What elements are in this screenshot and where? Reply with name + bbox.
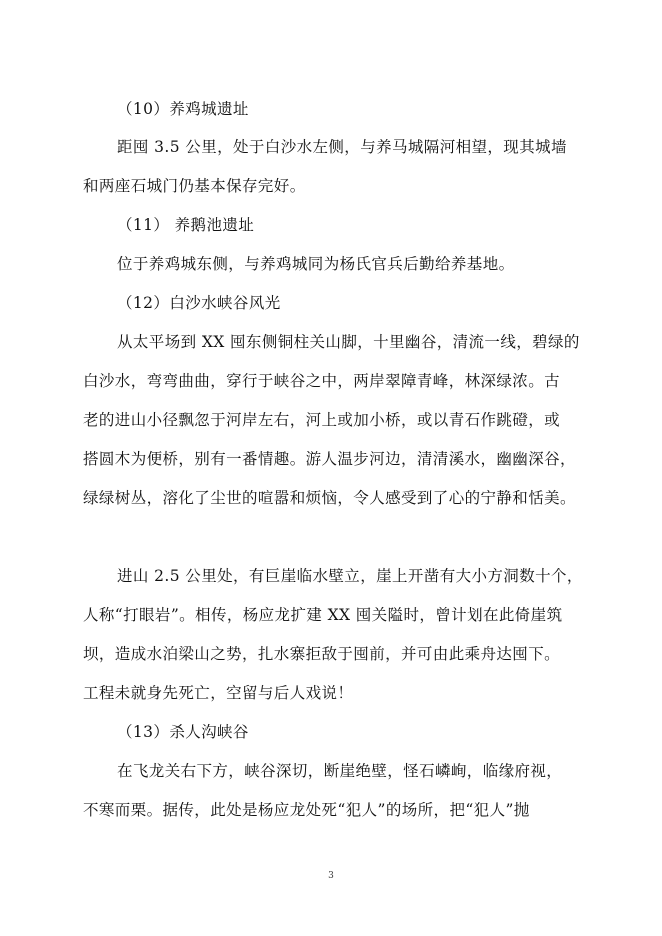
paragraph-line: 绿绿树丛，溶化了尘世的喧嚣和烦恼，令人感受到了心的宁静和恬美。: [83, 489, 576, 507]
paragraph-line: 人称“打眼岩”。相传，杨应龙扩建 XX 囤关隘时，曾计划在此倚崖筑: [83, 606, 563, 624]
section-heading: （11） 养鹅池遗址: [117, 216, 255, 234]
paragraph-line: 不寒而栗。据传，此处是杨应龙处死“犯人”的场所，把“犯人”抛: [83, 801, 530, 819]
paragraph-line: 工程未就身先死亡，空留与后人戏说！: [83, 684, 354, 702]
paragraph-line: 在飞龙关右下方，峡谷深切，断崖绝壁，怪石嶙峋，临缘府视，: [117, 762, 563, 780]
paragraph-line: 和两座石城门仍基本保存完好。: [83, 177, 306, 195]
section-heading: （13）杀人沟峡谷: [117, 723, 249, 741]
paragraph-line: 位于养鸡城东侧，与养鸡城同为杨氏官兵后勤给养基地。: [117, 255, 515, 273]
section-heading: （12）白沙水峡谷风光: [117, 294, 281, 312]
paragraph-line: 坝，造成水泊梁山之势，扎水寨拒敌于囤前，并可由此乘舟达囤下。: [83, 645, 561, 663]
paragraph-line: 进山 2.5 公里处，有巨崖临水壁立，崖上开凿有大小方洞数十个，: [117, 567, 583, 585]
paragraph-line: 白沙水，弯弯曲曲，穿行于峡谷之中，两岸翠障青峰，林深绿浓。古: [83, 372, 561, 390]
paragraph-line: 老的进山小径飘忽于河岸左右，河上或加小桥，或以青石作跳磴，或: [83, 411, 561, 429]
paragraph-line: 搭圆木为便桥，别有一番情趣。游人温步河边，清清溪水，幽幽深谷，: [83, 450, 576, 468]
section-heading: （10）养鸡城遗址: [117, 100, 249, 118]
paragraph-line: 从太平场到 XX 囤东侧铜柱关山脚，十里幽谷，清流一线，碧绿的: [117, 333, 580, 351]
page-number: 3: [328, 871, 334, 881]
paragraph-line: 距囤 3.5 公里，处于白沙水左侧，与养马城隔河相望，现其城墙: [117, 138, 567, 156]
